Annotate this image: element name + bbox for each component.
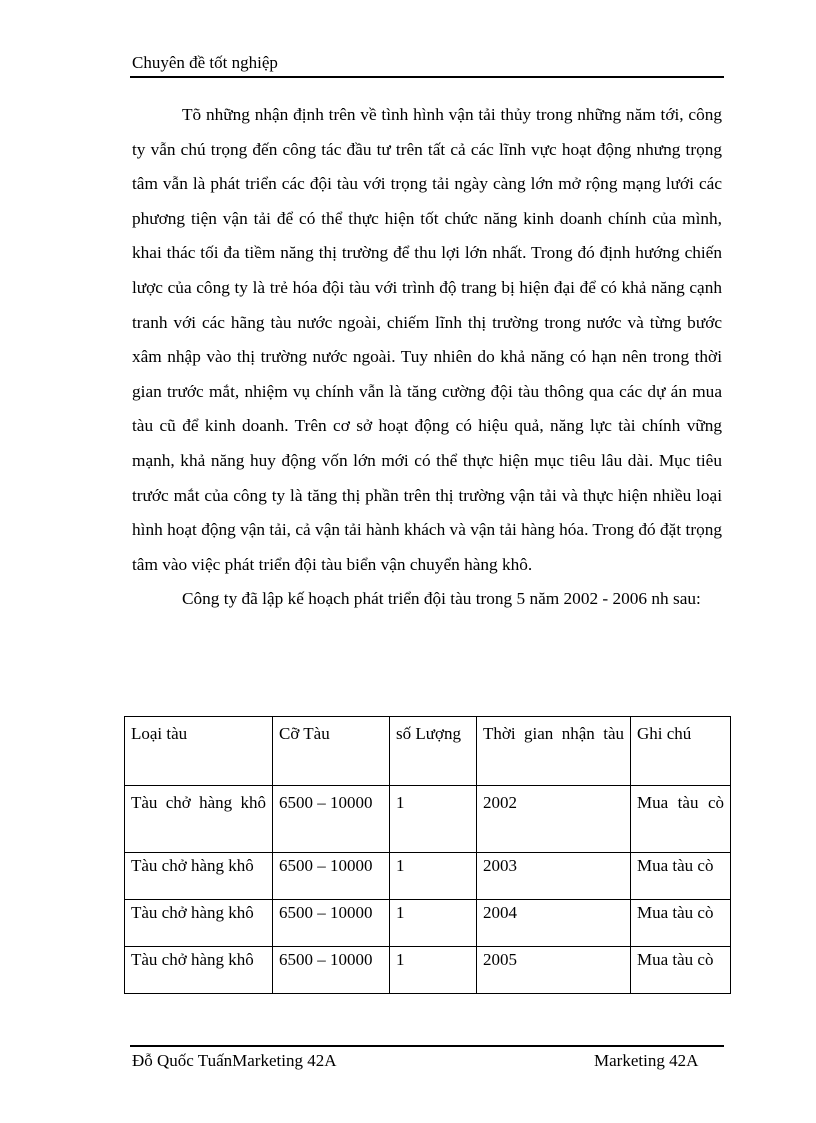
cell-size: 6500 – 10000 [273,947,390,994]
table-row [125,947,731,994]
page-header-title: Chuyên đề tốt nghiệp [132,53,278,72]
header-cell-receive-time: Thời gian nhận tàu [477,717,631,786]
cell-type: Tàu chở hàng khô [125,786,273,853]
cell-quantity: 1 [390,900,477,947]
paragraph-2: Công ty đã lập kế hoạch phát triển đội tàu trong 5 năm 2002 - 2006 nh sau: [182,589,701,609]
footer-divider [130,1045,724,1047]
cell-type: Tàu chở hàng khô [125,853,273,900]
header-divider [130,76,724,78]
header-cell-note: Ghi chú [631,717,731,786]
cell-size: 6500 – 10000 [273,853,390,900]
cell-year: 2005 [477,947,631,994]
cell-note: Mua tàu cò [631,853,731,900]
fleet-plan-table [124,716,731,994]
paragraph-1: Tõ những nhận định trên về tình hình vận tải thủy trong những năm tới, công ty vẫn chú trọng đến công tác đầu tư trên tất cả các lĩnh vực hoạt động nhưng trọng tâm vẫn là phát triển các đội tàu với trọng tải ngày càng lớn mở rộng mạng lưới các phương tiện vận tải để có thể thực hiện tốt chức năng kinh doanh chính của mình, khai thác tối đa tiềm năng thị trường để thu lợi lớn nhất. Trong đó định hướng chiến lược của công ty là trẻ hóa đội tàu với trình độ trang bị hiện đại để có khả năng cạnh tranh với các hãng tàu nước ngoài, chiếm lĩnh thị trường trong nước và từng bước xâm nhập vào thị trường nước ngoài. Tuy nhiên do khả năng có hạn nên trong thời gian trước mắt, nhiệm vụ chính vẫn là tăng cường đội tàu thông qua các dự án mua tàu cũ để kinh doanh. Trên cơ sở hoạt động có hiệu quả, năng lực tài chính vững mạnh, khả năng huy động vốn lớn mới có thể thực hiện mục tiêu lâu dài. Mục tiêu trước mắt của công ty là tăng thị phần trên thị trường vận tải và thực hiện nhiều loại hình hoạt động vận tải, cả vận tải hành khách và vận tải hàng hóa. Trong đó đặt trọng tâm vào việc phát triển đội tàu biển vận chuyển hàng khô. [132,105,722,574]
table-row [125,900,731,947]
body-text [132,98,722,617]
cell-quantity: 1 [390,786,477,853]
cell-type: Tàu chở hàng khô [125,947,273,994]
cell-size: 6500 – 10000 [273,900,390,947]
header-cell-type: Loại tàu [125,717,273,786]
cell-note: Mua tàu cò [631,786,731,853]
cell-quantity: 1 [390,853,477,900]
cell-size: 6500 – 10000 [273,786,390,853]
table-header-row [125,717,731,786]
table-row [125,853,731,900]
cell-type: Tàu chở hàng khô [125,900,273,947]
header-cell-size: Cỡ Tàu [273,717,390,786]
cell-year: 2003 [477,853,631,900]
cell-note: Mua tàu cò [631,947,731,994]
footer-author: Đỗ Quốc TuấnMarketing 42A [132,1051,337,1070]
cell-note: Mua tàu cò [631,900,731,947]
header-cell-quantity: số Lượng [390,717,477,786]
footer-class: Marketing 42A [594,1051,699,1070]
cell-quantity: 1 [390,947,477,994]
cell-year: 2004 [477,900,631,947]
cell-year: 2002 [477,786,631,853]
table-row [125,786,731,853]
